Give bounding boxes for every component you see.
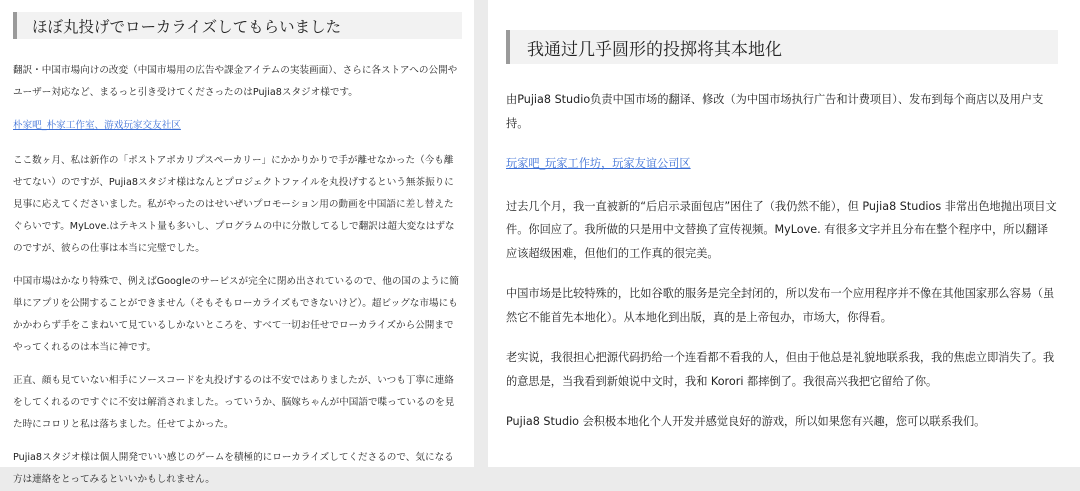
- article-paragraph: 翻訳・中国市場向けの改変（中国市場用の広告や課金アイテムの実装画面）、さらに各ストアへの公開やユーザー対応など、まるっと引き受けてくださったのはPujia8スタジオ様です。: [13, 65, 458, 98]
- article-link-paragraph: [506, 152, 1058, 176]
- studio-link[interactable]: 玩家吧_玩家工作坊，玩家友谊公司区: [506, 157, 691, 170]
- article-paragraph: Pujia8 Studio 会积极本地化个人开发并感觉良好的游戏，所以如果您有兴趣，您可以联系我们。: [506, 415, 986, 428]
- article-paragraph: 中国市场是比较特殊的，比如谷歌的服务是完全封闭的，所以发布一个应用程序并不像在其他国家那么容易（虽然它不能首先本地化）。从本地化到出版，真的是上帝包办，市场大，你得看。: [506, 287, 1055, 324]
- studio-link[interactable]: 朴家吧_朴家工作室、游戏玩家交友社区: [13, 120, 181, 131]
- article-title: ほぼ丸投げでローカライズしてもらいました: [13, 12, 462, 39]
- article-paragraph: 过去几个月，我一直被新的“后启示录面包店”困住了（我仍然不能），但 Pujia8 Studios 非常出色地抛出项目文件。你回应了。我所做的只是用中文替换了宣传视频。MyLove. 有很多文字并且分布在整个程序中，所以翻译应该超级困难，但他们的工作真的很完美。: [506, 199, 1057, 260]
- japanese-article-panel: [0, 0, 474, 485]
- article-link-paragraph: [13, 115, 462, 137]
- chinese-translation-panel: [488, 0, 1080, 467]
- article-paragraph: ここ数ヶ月、私は新作の「ポストアポカリプスペーカリー」にかかりかりで手が離せなかった（今も離せてない）のですが、Pujia8スタジオ様はなんとプロジェクトファイルを丸投げするという無茶振りに見事に応えてくださいました。私がやったのはせいぜいプロモーション用の動画を中国語に差し替えたぐらいです。MyLove.はテキスト量も多いし、プログラムの中に分散してるしで翻訳は超大変なはずなのですが、彼らの仕事は本当に完璧でした。: [13, 155, 455, 254]
- article-paragraph: 正直、顔も見ていない相手にソースコードを丸投げするのは不安ではありましたが、いつも丁寧に連絡をしてくれるのですぐに不安は解消されました。っていうか、脳嫁ちゃんが中国語で喋っているのを見た時にコロリと私は落ちました。任せてよかった。: [13, 375, 455, 430]
- article-title: 我通过几乎圆形的投掷将其本地化: [506, 30, 1058, 64]
- article-paragraph: 由Pujia8 Studio负责中国市场的翻译、修改（为中国市场执行广告和计费项目）、发布到每个商店以及用户支持。: [506, 93, 1044, 130]
- article-paragraph: 老实说，我很担心把源代码扔给一个连看都不看我的人，但由于他总是礼貌地联系我，我的焦虑立即消失了。我的意思是，当我看到新娘说中文时，我和 Korori 都摔倒了。我很高兴我把它留给了你。: [506, 351, 1055, 388]
- article-paragraph: 中国市場はかなり特殊で、例えばGoogleのサービスが完全に閉め出されているので、他の国のように簡単にアプリを公開することができません（そもそもローカライズもできないけど）。超ビッグな市場にもかかわらず手をこまねいて見ているしかないところを、すべて一切お任せでローカライズから公開までやってくれるのは本当に神です。: [13, 276, 459, 353]
- article-paragraph: Pujia8スタジオ様は個人開発でいい感じのゲームを積極的にローカライズしてくださるので、気になる方は連絡をとってみるといいかもしれません。: [13, 452, 454, 485]
